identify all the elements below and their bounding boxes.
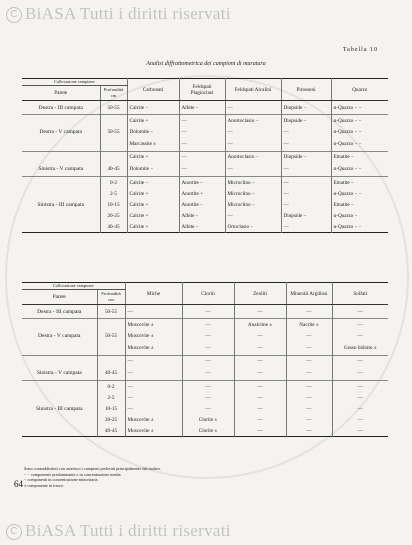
cell-min: — xyxy=(286,330,332,341)
cell-zeo: Analcime ± xyxy=(234,319,286,331)
cell-prof xyxy=(97,341,125,355)
copyright-icon: C xyxy=(6,7,22,23)
col-parete: Parete xyxy=(22,290,97,305)
col-parete: Parete xyxy=(22,86,100,101)
cell-qz: α-Quarzo − − xyxy=(331,188,388,199)
cell-zeo: — xyxy=(234,355,286,367)
col-minerali-argillosi: Minerali Argillosi xyxy=(286,283,332,305)
cell-solf: — xyxy=(332,392,388,403)
cell-prof xyxy=(100,151,127,163)
cell-pir: — xyxy=(281,199,331,210)
watermark-top: C BiASA Tutti i diritti riservati xyxy=(6,4,231,24)
cell-prof: 40-45 xyxy=(97,367,125,381)
cell-miche: — xyxy=(125,355,182,367)
cell-zeo: — xyxy=(234,425,286,437)
cell-clor: — xyxy=(182,392,234,403)
cell-pir: — xyxy=(281,188,331,199)
cell-miche: — xyxy=(125,381,182,393)
col-cloriti: Cloriti xyxy=(182,283,234,305)
cell-qz: Ematite − xyxy=(331,177,388,189)
col-feldspati-plagioclasi: Feldspati Plagioclasi xyxy=(179,79,225,101)
cell-min: — xyxy=(286,367,332,381)
cell-plag: — xyxy=(179,151,225,163)
cell-pir: — xyxy=(281,163,331,177)
table-upper-body xyxy=(22,101,388,233)
cell-parete xyxy=(22,210,100,221)
cell-carb: Dolomite − xyxy=(127,126,179,137)
cell-miche: Muscovite ± xyxy=(125,341,182,355)
cell-parete: Destra - V campata xyxy=(39,128,82,135)
cell-qz: Ematite − xyxy=(331,199,388,210)
cell-pir: Diopside − xyxy=(281,210,331,221)
cell-plag: Anortite − xyxy=(179,199,225,210)
col-quarzo: Quarzo xyxy=(331,79,388,101)
cell-plag: — xyxy=(179,137,225,151)
cell-min: — xyxy=(286,414,332,425)
cell-prof: 0-2 xyxy=(100,177,127,189)
cell-miche: — xyxy=(125,403,182,414)
cell-min: Nacrite ± xyxy=(286,319,332,331)
table-lower-body xyxy=(22,305,388,437)
cell-clor: — xyxy=(182,381,234,393)
cell-parete: Sinistra - III campata xyxy=(37,201,85,208)
cell-zeo: — xyxy=(234,381,286,393)
cell-plag: Anortite + xyxy=(179,188,225,199)
cell-miche: Muscovite ± xyxy=(125,414,182,425)
cell-zeo: — xyxy=(234,330,286,341)
table-row xyxy=(22,403,388,414)
table-row xyxy=(22,101,388,115)
cell-min: — xyxy=(286,341,332,355)
cell-parete xyxy=(22,151,100,163)
cell-zeo: — xyxy=(234,367,286,381)
table-row xyxy=(22,199,388,210)
cell-alc: Ortoclasio − xyxy=(225,221,281,233)
cell-carb: Marcassite ± xyxy=(127,137,179,151)
table-row xyxy=(22,151,388,163)
cell-parete xyxy=(22,381,97,393)
col-feldspati-alcalini: Feldspati Alcalini xyxy=(225,79,281,101)
cell-alc: Microclino − xyxy=(225,177,281,189)
cell-carb: Calcite + xyxy=(127,199,179,210)
note-line: Sono contraddistinti con asterisco i campioni prelevati principalmente dal malteo. xyxy=(24,466,161,471)
cell-prof: 50-55 xyxy=(100,101,127,115)
cell-clor: — xyxy=(182,305,234,319)
cell-clor: — xyxy=(182,355,234,367)
note-line: − componenti in concentrazione minoritaria. xyxy=(24,477,99,483)
cell-parete xyxy=(22,392,97,403)
cell-parete xyxy=(22,341,97,355)
cell-parete xyxy=(22,319,97,331)
table-notes xyxy=(24,466,161,488)
cell-pir: Diopside − xyxy=(281,101,331,115)
cell-min: — xyxy=(286,392,332,403)
table-header-group xyxy=(22,79,388,86)
cell-parete xyxy=(22,115,100,127)
cell-qz: α-Quarzo − − xyxy=(331,126,388,137)
table-row xyxy=(22,341,388,355)
cell-qz: α-Quarzo − − xyxy=(331,221,388,233)
col-group-collocazione: Collocazione campione xyxy=(22,283,125,290)
cell-parete xyxy=(22,137,100,151)
table-lower xyxy=(22,282,388,437)
cell-alc: — xyxy=(225,126,281,137)
cell-solf: — xyxy=(332,355,388,367)
table-number: Tabella 10 xyxy=(342,47,378,53)
cell-parete xyxy=(22,425,97,437)
cell-solf: — xyxy=(332,305,388,319)
table-row xyxy=(22,425,388,437)
cell-parete: Sinistra - V campata xyxy=(36,370,82,377)
cell-clor: Clorite ± xyxy=(182,425,234,437)
cell-prof: 10-15 xyxy=(97,403,125,414)
cell-alc: Microclino − xyxy=(225,199,281,210)
table-row xyxy=(22,137,388,151)
cell-miche: — xyxy=(125,305,182,319)
cell-alc: — xyxy=(225,210,281,221)
cell-alc: Anortoclasio − xyxy=(225,115,281,127)
page-number: 64 xyxy=(14,479,23,489)
cell-solf: — xyxy=(332,319,388,331)
cell-qz: α-Quarzo − − xyxy=(331,163,388,177)
cell-prof: 20-25 xyxy=(97,414,125,425)
col-profondita: Profondità cm xyxy=(97,290,125,305)
table-row xyxy=(22,115,388,127)
cell-min: — xyxy=(286,425,332,437)
cell-carb: Calcite + xyxy=(127,188,179,199)
cell-parete: Sinistra - V campata xyxy=(38,166,84,173)
cell-parete: Destra - III campata xyxy=(38,104,83,111)
cell-parete xyxy=(22,355,97,367)
watermark-bottom: C BiASA Tutti i diritti riservati xyxy=(6,521,231,541)
cell-prof: 40-45 xyxy=(97,425,125,437)
col-pirosseni: Pirosseni xyxy=(281,79,331,101)
cell-zeo: — xyxy=(234,403,286,414)
cell-plag: Albite − xyxy=(179,210,225,221)
cell-pir: Diopside − xyxy=(281,115,331,127)
cell-clor: — xyxy=(182,330,234,341)
cell-alc: — xyxy=(225,101,281,115)
cell-zeo: — xyxy=(234,392,286,403)
table-row xyxy=(22,367,388,381)
table-row xyxy=(22,330,388,341)
cell-prof: 10-15 xyxy=(100,199,127,210)
cell-clor: — xyxy=(182,319,234,331)
cell-clor: Clorite ± xyxy=(182,414,234,425)
table-row xyxy=(22,319,388,331)
note-line: − − componente predominante o in concentrazione media. xyxy=(24,471,122,477)
cell-min: — xyxy=(286,403,332,414)
cell-prof: 50-55 xyxy=(97,305,125,319)
cell-prof: 50-55 xyxy=(100,126,127,137)
cell-solf: — xyxy=(332,414,388,425)
table-row xyxy=(22,221,388,233)
cell-alc: — xyxy=(225,163,281,177)
cell-prof: 0-2 xyxy=(97,381,125,393)
cell-solf: Gesso bidrato ± xyxy=(332,341,388,355)
cell-pir: — xyxy=(281,137,331,151)
cell-solf: — xyxy=(332,367,388,381)
cell-plag: — xyxy=(179,115,225,127)
table-row xyxy=(22,126,388,137)
cell-prof: 20-25 xyxy=(100,210,127,221)
table-row xyxy=(22,414,388,425)
col-miche: Miche xyxy=(125,283,182,305)
cell-clor: — xyxy=(182,367,234,381)
cell-plag: — xyxy=(179,163,225,177)
cell-parete xyxy=(22,188,100,199)
cell-pir: — xyxy=(281,177,331,189)
cell-miche: Muscovite ± xyxy=(125,425,182,437)
cell-carb: Calcite − xyxy=(127,101,179,115)
table-row xyxy=(22,177,388,189)
cell-min: — xyxy=(286,305,332,319)
cell-prof: 40-45 xyxy=(100,163,127,177)
cell-prof xyxy=(97,355,125,367)
cell-qz: Ematite − xyxy=(331,151,388,163)
cell-min: — xyxy=(286,381,332,393)
table-row xyxy=(22,163,388,177)
cell-clor: — xyxy=(182,403,234,414)
cell-plag: Anortite − xyxy=(179,177,225,189)
cell-zeo: — xyxy=(234,341,286,355)
cell-zeo: — xyxy=(234,305,286,319)
table-header-group xyxy=(22,283,388,290)
table-row xyxy=(22,188,388,199)
cell-min: — xyxy=(286,355,332,367)
col-carbonati: Carbonati xyxy=(127,79,179,101)
cell-alc: — xyxy=(225,137,281,151)
cell-prof xyxy=(100,115,127,127)
cell-plag: — xyxy=(179,126,225,137)
cell-plag: Albite − xyxy=(179,221,225,233)
col-solfati: Solfati xyxy=(332,283,388,305)
cell-prof xyxy=(100,137,127,151)
cell-qz: α-Quarzo − − xyxy=(331,137,388,151)
cell-solf: — xyxy=(332,381,388,393)
cell-qz: α-Quarzo − − xyxy=(331,115,388,127)
cell-carb: Dolomite − xyxy=(127,163,179,177)
cell-prof: 2-5 xyxy=(97,392,125,403)
cell-plag: Albite − xyxy=(179,101,225,115)
cell-parete: Destra - III campata xyxy=(37,308,82,315)
cell-miche: — xyxy=(125,392,182,403)
cell-parete xyxy=(22,414,97,425)
table-row xyxy=(22,355,388,367)
cell-prof: 2-5 xyxy=(100,188,127,199)
cell-prof: 40-45 xyxy=(100,221,127,233)
table-row xyxy=(22,210,388,221)
cell-pir: Diopside − xyxy=(281,151,331,163)
cell-carb: Calcite + xyxy=(127,210,179,221)
cell-parete xyxy=(22,177,100,189)
cell-miche: — xyxy=(125,367,182,381)
cell-solf: — xyxy=(332,403,388,414)
table-row xyxy=(22,392,388,403)
cell-parete: Sinistra - III campata xyxy=(35,405,83,412)
table-row xyxy=(22,305,388,319)
col-group-collocazione: Collocazione campione xyxy=(22,79,127,86)
table-upper xyxy=(22,78,388,233)
cell-alc: Anortoclasio − xyxy=(225,151,281,163)
cell-carb: Calcite + xyxy=(127,115,179,127)
table-row xyxy=(22,381,388,393)
cell-qz: α-Quarzo − − xyxy=(331,101,388,115)
cell-carb: Calcite + xyxy=(127,221,179,233)
col-profondita: Profondità cm xyxy=(100,86,127,101)
cell-prof xyxy=(97,319,125,331)
cell-solf: — xyxy=(332,425,388,437)
cell-zeo: — xyxy=(234,414,286,425)
cell-clor: — xyxy=(182,341,234,355)
cell-miche: Muscovite ± xyxy=(125,319,182,331)
cell-pir: — xyxy=(281,221,331,233)
copyright-icon: C xyxy=(6,524,22,540)
cell-qz: α-Quarzo − xyxy=(331,210,388,221)
page-title: Analisi diffrattometrica dei campioni di muratura xyxy=(146,61,266,67)
col-zeoliti: Zeoliti xyxy=(234,283,286,305)
cell-prof: 50-55 xyxy=(97,330,125,341)
cell-alc: Microclino − xyxy=(225,188,281,199)
cell-miche: Muscovite ± xyxy=(125,330,182,341)
cell-solf: — xyxy=(332,330,388,341)
cell-parete xyxy=(22,221,100,233)
cell-carb: Calcite + xyxy=(127,151,179,163)
cell-parete: Destra - V campata xyxy=(38,332,81,339)
cell-carb: Calcite − xyxy=(127,177,179,189)
note-line: ± componente in tracce. xyxy=(24,482,65,488)
cell-pir: — xyxy=(281,126,331,137)
